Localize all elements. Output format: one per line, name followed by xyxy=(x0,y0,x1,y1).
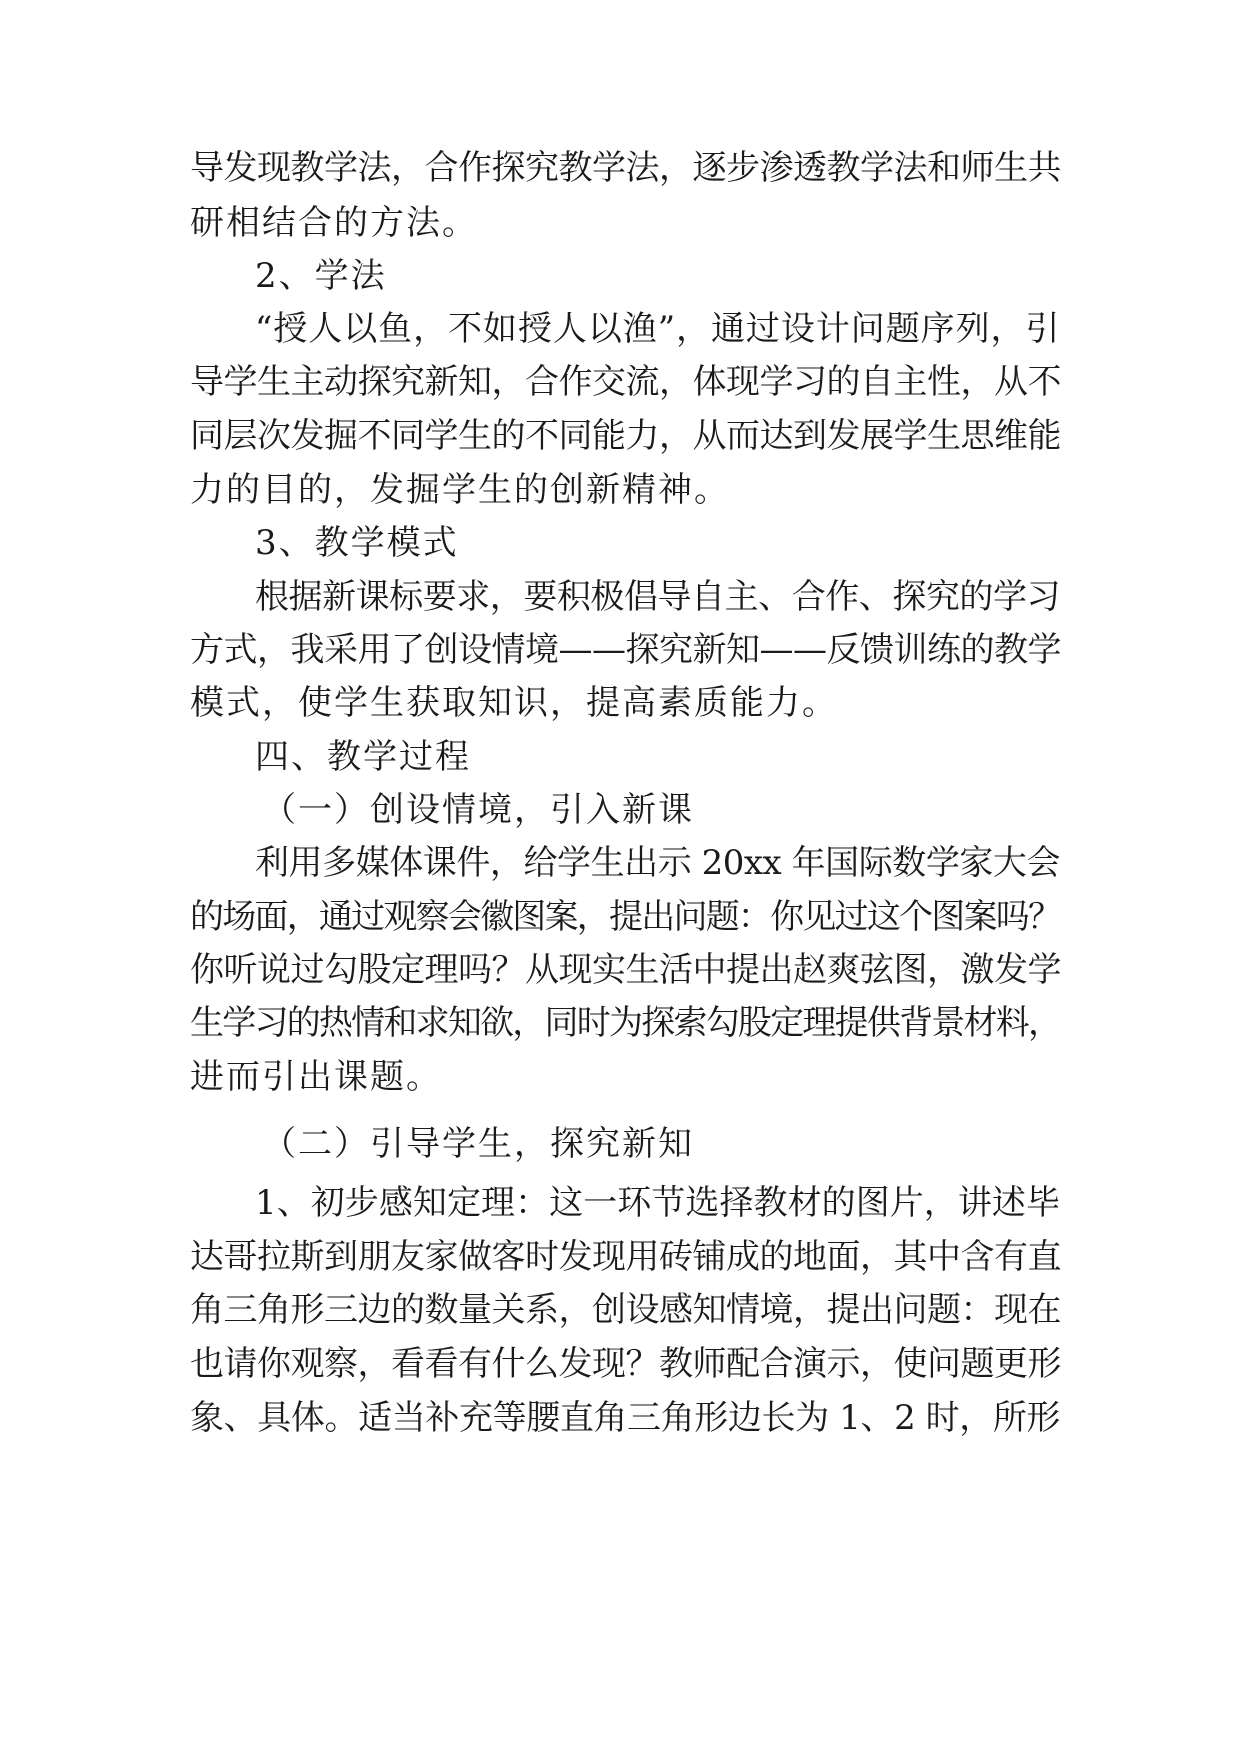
text-line: 达哥拉斯到朋友家做客时发现用砖铺成的地面，其中含有直 xyxy=(190,1237,1061,1277)
section-heading: 3、教学模式 xyxy=(255,523,459,563)
text-line: 模式，使学生获取知识，提高素质能力。 xyxy=(190,683,838,723)
text-line: 研相结合的方法。 xyxy=(190,203,478,243)
subsection-heading: （一）创设情境，引入新课 xyxy=(262,790,694,830)
text-line: 角三角形三边的数量关系，创设感知情境，提出问题：现在 xyxy=(190,1290,1061,1330)
text-line: 方式，我采用了创设情境——探究新知——反馈训练的教学 xyxy=(190,630,1061,670)
text-line: 同层次发掘不同学生的不同能力，从而达到发展学生思维能 xyxy=(190,416,1061,456)
section-heading: 2、学法 xyxy=(255,256,387,296)
text-line: 根据新课标要求，要积极倡导自主、合作、探究的学习 xyxy=(255,577,1060,617)
text-line: 导学生主动探究新知，合作交流，体现学习的自主性，从不 xyxy=(190,362,1061,402)
text-line: 生学习的热情和求知欲，同时为探索勾股定理提供背景材料， xyxy=(190,1003,1060,1043)
text-line: 导发现教学法，合作探究教学法，逐步渗透教学法和师生共 xyxy=(190,148,1061,188)
text-line: 进而引出课题。 xyxy=(190,1057,442,1097)
text-line: 的场面，通过观察会徽图案，提出问题：你见过这个图案吗？ xyxy=(190,897,1060,937)
text-line: 1、初步感知定理：这一环节选择教材的图片，讲述毕 xyxy=(255,1183,1060,1223)
text-line: “授人以鱼，不如授人以渔”，通过设计问题序列，引 xyxy=(255,309,1060,349)
text-line: 利用多媒体课件，给学生出示 20xx 年国际数学家大会 xyxy=(255,843,1060,883)
text-line: 象、具体。适当补充等腰直角三角形边长为 1、2 时，所形 xyxy=(190,1398,1060,1438)
text-line: 你听说过勾股定理吗？从现实生活中提出赵爽弦图，激发学 xyxy=(190,950,1061,990)
text-line: 也请你观察，看看有什么发现？教师配合演示，使问题更形 xyxy=(190,1344,1061,1384)
subsection-heading: （二）引导学生，探究新知 xyxy=(262,1124,694,1164)
section-heading: 四、教学过程 xyxy=(255,737,471,777)
text-line: 力的目的，发掘学生的创新精神。 xyxy=(190,470,730,510)
